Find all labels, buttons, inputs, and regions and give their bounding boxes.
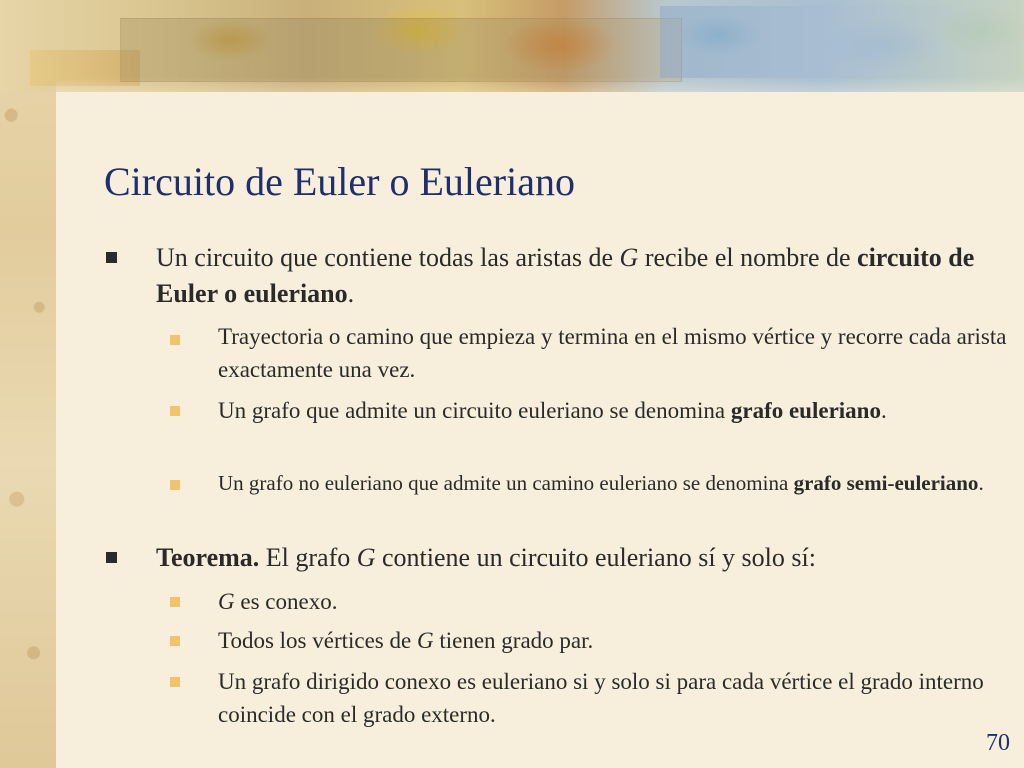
bullet-text-part: contiene un circuito euleriano sí y solo sí:: [375, 543, 816, 572]
sub-bullet-marker: [170, 406, 180, 416]
sub-bullet-text: [218, 468, 1008, 499]
sub-bullet-text: [218, 624, 1008, 657]
bullet-text-part: tienen grado par.: [433, 628, 594, 653]
bullet-text-part: Teorema.: [156, 543, 260, 572]
sub-bullet-marker: [170, 636, 180, 646]
bullet-text-part: .: [880, 398, 887, 423]
bullet-text-part: grafo semi-euleriano: [793, 471, 979, 495]
bullet-text: [156, 240, 1006, 312]
bullet-marker: [106, 552, 117, 563]
bullet-text-part: Un circuito que contiene todas las aristas de: [156, 243, 620, 272]
bullet-text-part: G: [619, 243, 639, 272]
bullet-text-part: G: [416, 628, 434, 653]
page-number: 70: [986, 730, 1010, 756]
bullet-text-part: .: [978, 471, 984, 495]
sub-bullet-text: [218, 394, 1008, 427]
sub-bullet-text: [218, 585, 1008, 618]
bullet-text-part: es conexo.: [234, 589, 338, 614]
bullet-text-part: recibe el nombre de: [638, 243, 858, 272]
bullet-text-part: grafo euleriano: [730, 398, 881, 423]
sub-bullet-marker: [170, 597, 180, 607]
bullet-text-part: Todos los vértices de: [218, 628, 417, 653]
bullet-text: [156, 540, 1006, 576]
bullet-text-part: .: [347, 279, 355, 308]
bullet-marker: [106, 252, 117, 263]
bullet-text-part: El grafo: [259, 543, 357, 572]
sub-bullet-text: [218, 320, 1008, 386]
bullet-text-part: G: [356, 543, 376, 572]
sub-bullet-text: [218, 665, 1008, 731]
slide-title: Circuito de Euler o Euleriano: [104, 159, 575, 204]
bullet-text-part: Un grafo dirigido conexo es euleriano si y solo si para cada vértice el grado interno coincide con el grado externo.: [218, 669, 984, 727]
bullet-text-part: Trayectoria o camino que empieza y termina en el mismo vértice y recorre cada arista exactamente una vez.: [218, 324, 1007, 382]
bullet-text-part: Un grafo no euleriano que admite un camino euleriano se denomina: [218, 471, 794, 495]
sub-bullet-marker: [170, 335, 180, 345]
bullet-text-part: Un grafo que admite un circuito euleriano se denomina: [218, 398, 731, 423]
sub-bullet-marker: [170, 480, 180, 490]
bullet-text-part: circuito de Euler o euleriano: [156, 243, 975, 308]
sub-bullet-marker: [170, 677, 180, 687]
bullet-text-part: G: [218, 589, 235, 614]
